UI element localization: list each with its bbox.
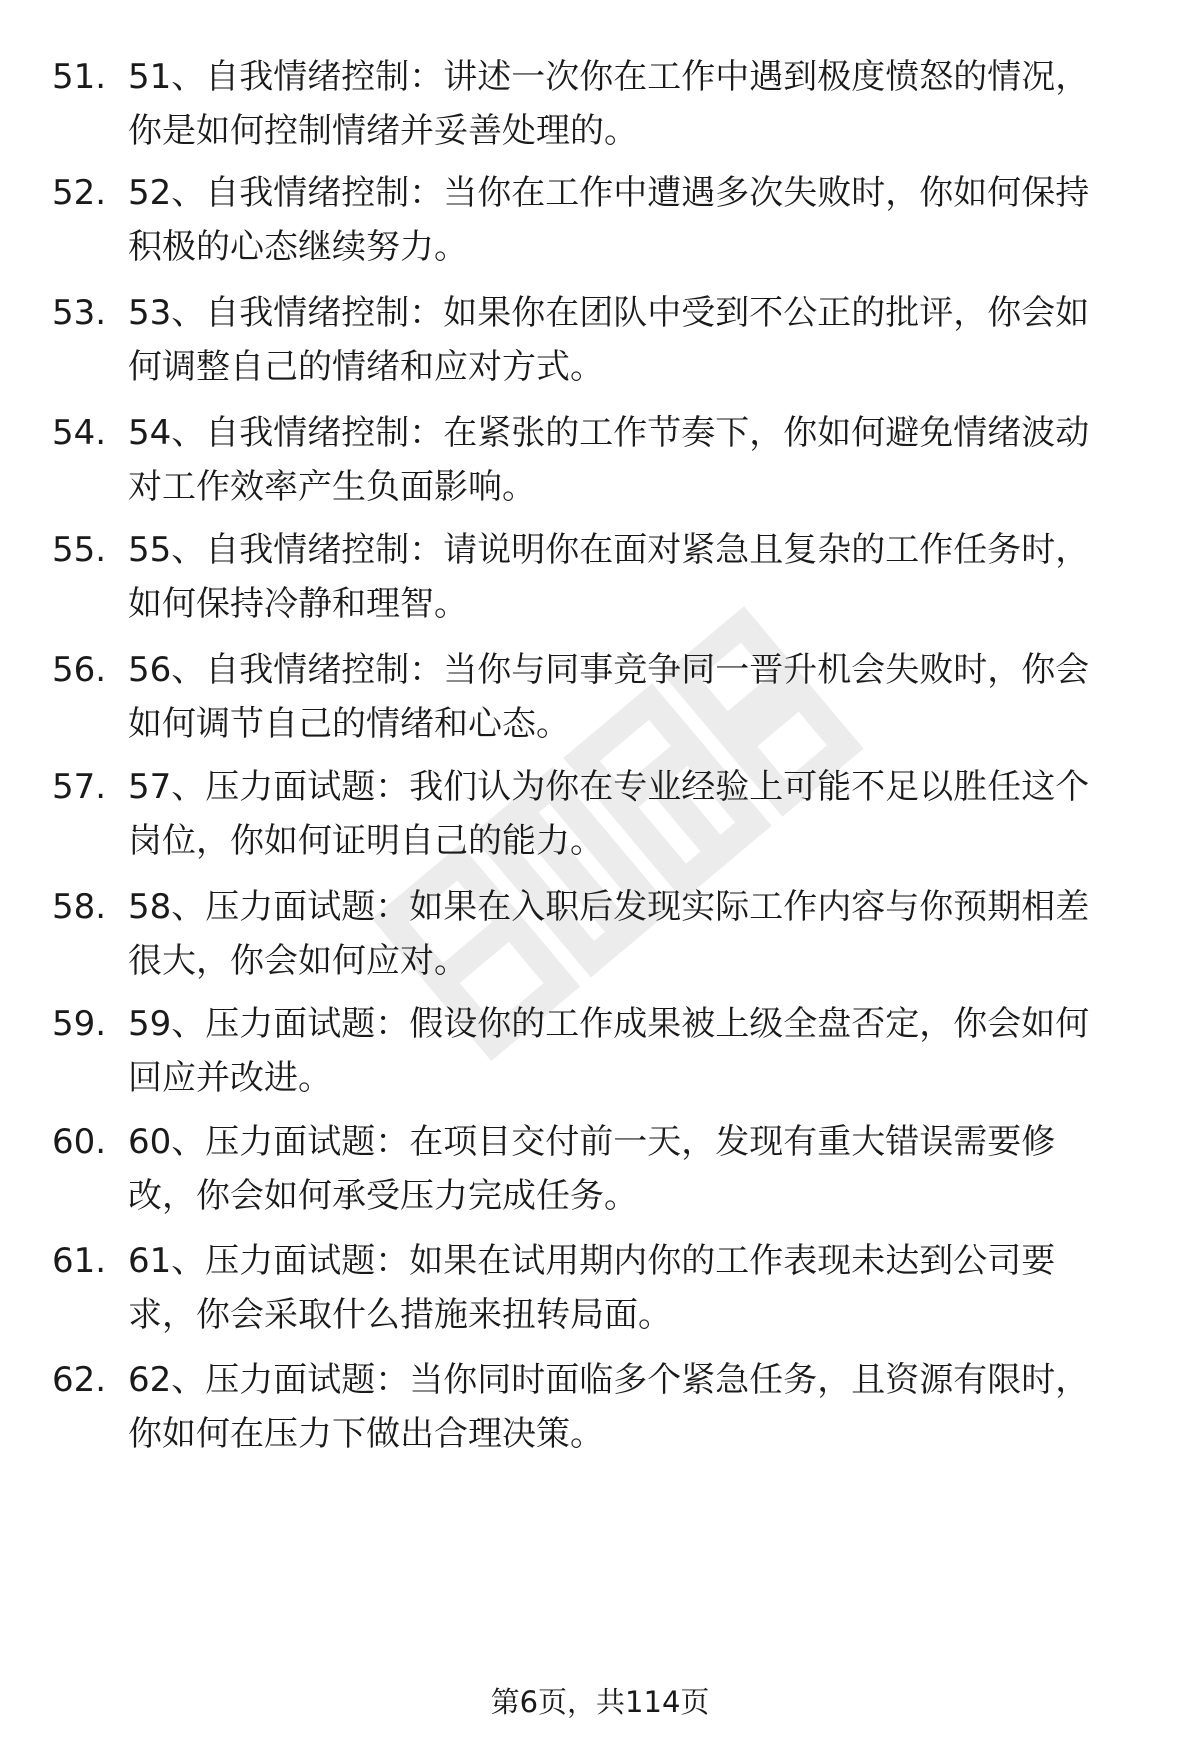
- list-item: [0, 643, 1200, 753]
- list-number: 62.: [52, 1360, 107, 1400]
- list-item: [0, 406, 1200, 516]
- list-number: 54.: [52, 413, 107, 453]
- list-item: [0, 286, 1200, 396]
- list-item: [0, 1234, 1200, 1344]
- list-number: 61.: [52, 1241, 107, 1281]
- list-number: 52.: [52, 173, 107, 213]
- list-item: [0, 760, 1200, 870]
- question-text-line-2: 对工作效率产生负面影响。: [128, 467, 536, 507]
- question-text-line-2: 改，你会如何承受压力完成任务。: [128, 1176, 638, 1216]
- question-text-line-2: 求，你会采取什么措施来扭转局面。: [128, 1295, 672, 1335]
- question-text-line-2: 积极的心态继续努力。: [128, 227, 468, 267]
- question-text-line-1: 57、压力面试题：我们认为你在专业经验上可能不足以胜任这个: [128, 767, 1090, 807]
- question-text-line-1: 55、自我情绪控制：请说明你在面对紧急且复杂的工作任务时，: [128, 530, 1090, 570]
- list-item: [0, 1115, 1200, 1225]
- question-text-line-1: 59、压力面试题：假设你的工作成果被上级全盘否定，你会如何: [128, 1004, 1090, 1044]
- question-text-line-1: 53、自我情绪控制：如果你在团队中受到不公正的批评，你会如: [128, 293, 1090, 333]
- question-text-line-1: 60、压力面试题：在项目交付前一天，发现有重大错误需要修: [128, 1122, 1056, 1162]
- list-number: 51.: [52, 57, 107, 97]
- question-text-line-2: 如何保持冷静和理智。: [128, 584, 468, 624]
- question-text-line-2: 你如何在压力下做出合理决策。: [128, 1414, 604, 1454]
- list-item: [0, 166, 1200, 276]
- question-text-line-2: 岗位，你如何证明自己的能力。: [128, 821, 604, 861]
- question-text-line-1: 51、自我情绪控制：讲述一次你在工作中遇到极度愤怒的情况，: [128, 57, 1090, 97]
- list-number: 58.: [52, 887, 107, 927]
- list-number: 59.: [52, 1004, 107, 1044]
- list-item: [0, 997, 1200, 1107]
- question-text-line-1: 61、压力面试题：如果在试用期内你的工作表现未达到公司要: [128, 1241, 1056, 1281]
- question-text-line-1: 62、压力面试题：当你同时面临多个紧急任务，且资源有限时，: [128, 1360, 1090, 1400]
- question-text-line-2: 何调整自己的情绪和应对方式。: [128, 347, 604, 387]
- list-item: [0, 1353, 1200, 1463]
- question-text-line-1: 56、自我情绪控制：当你与同事竞争同一晋升机会失败时，你会: [128, 650, 1090, 690]
- question-text-line-2: 回应并改进。: [128, 1058, 332, 1098]
- list-number: 55.: [52, 530, 107, 570]
- question-text-line-1: 52、自我情绪控制：当你在工作中遭遇多次失败时，你如何保持: [128, 173, 1090, 213]
- list-number: 56.: [52, 650, 107, 690]
- list-number: 57.: [52, 767, 107, 807]
- list-number: 60.: [52, 1122, 107, 1162]
- list-item: [0, 523, 1200, 633]
- question-text-line-2: 很大，你会如何应对。: [128, 941, 468, 981]
- list-item: [0, 880, 1200, 990]
- list-item: [0, 50, 1200, 160]
- list-number: 53.: [52, 293, 107, 333]
- question-text-line-1: 54、自我情绪控制：在紧张的工作节奏下，你如何避免情绪波动: [128, 413, 1090, 453]
- page-indicator: 第6页，共114页: [490, 1685, 710, 1719]
- question-text-line-2: 如何调节自己的情绪和心态。: [128, 704, 570, 744]
- question-text-line-2: 你是如何控制情绪并妥善处理的。: [128, 111, 638, 151]
- question-text-line-1: 58、压力面试题：如果在入职后发现实际工作内容与你预期相差: [128, 887, 1090, 927]
